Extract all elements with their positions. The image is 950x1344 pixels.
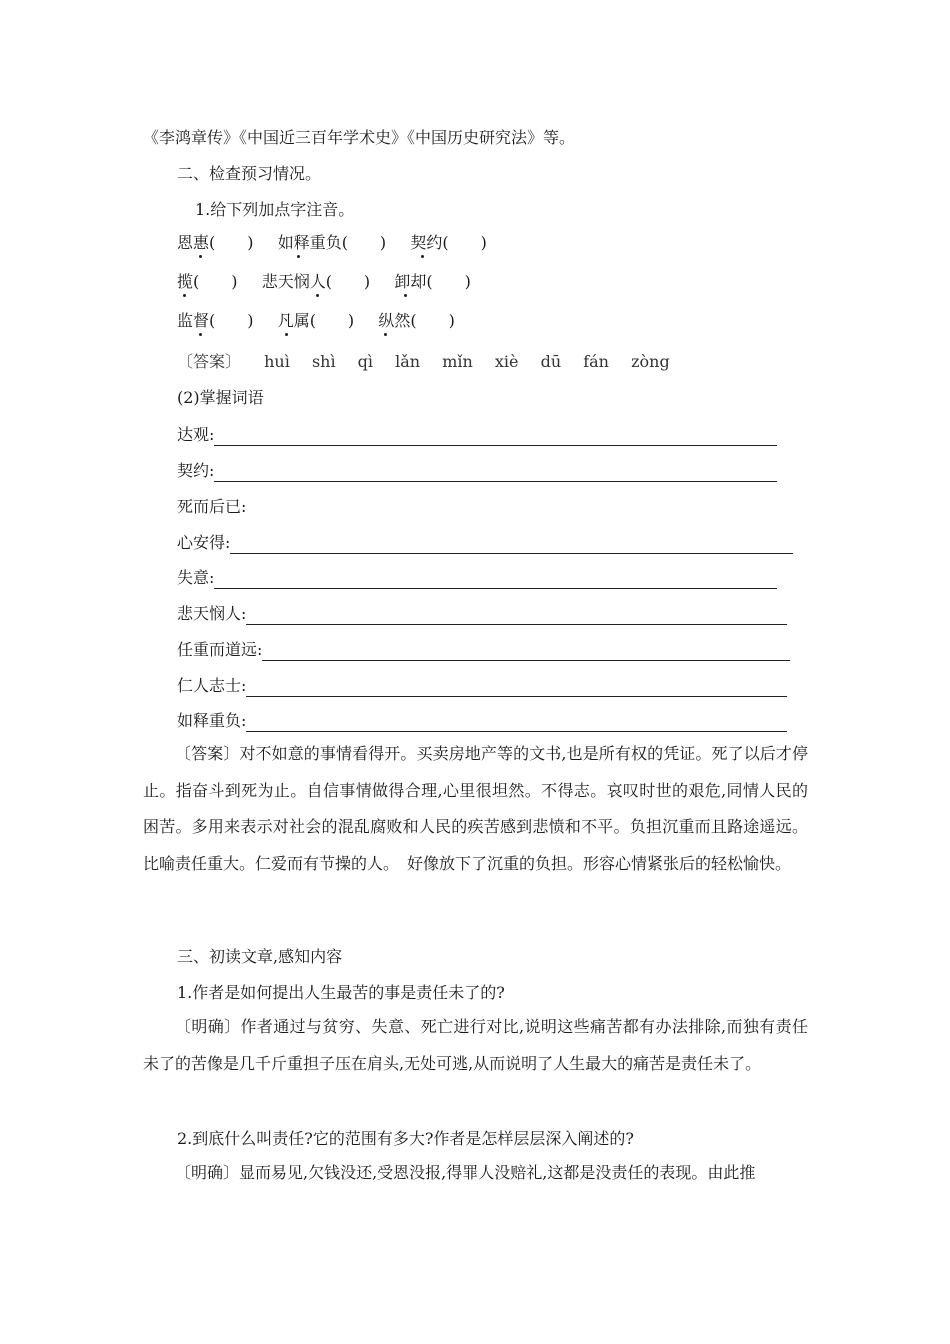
book-list-line: 《李鸿章传》《中国近三百年学术史》《中国历史研究法》等。: [143, 128, 576, 147]
answer-blank[interactable]: [214, 572, 777, 589]
pron-item: 揽( ): [177, 272, 238, 291]
vocab-term: 任重而道远:: [177, 640, 263, 659]
vocab-row: [177, 532, 793, 554]
pron-item: 监督( ): [177, 311, 254, 330]
vocab-term: 仁人志士:: [177, 676, 247, 695]
question-vocab: (2)掌握词语: [177, 388, 264, 407]
emphasis-dot: [199, 255, 202, 258]
vocab-row: [177, 710, 787, 732]
vocab-row: [177, 424, 777, 446]
emphasis-dot: [199, 333, 202, 336]
vocab-row: [177, 603, 787, 625]
answer-blank[interactable]: [246, 680, 787, 697]
pron-item: 悲天悯人( ): [261, 272, 371, 291]
section-title-first-reading: 三、初读文章,感知内容: [177, 947, 343, 966]
vocab-term: 死而后已:: [177, 497, 247, 516]
emphasis-dot: [183, 294, 186, 297]
pron-item: 契约( ): [410, 233, 487, 252]
vocab-term: 契约:: [177, 461, 215, 480]
pron-row-1: [177, 232, 487, 254]
vocab-row: [177, 496, 246, 518]
answer-label: 〔答案〕: [177, 352, 242, 371]
vocab-term: 达观:: [177, 425, 215, 444]
emphasis-dot: [316, 294, 319, 297]
vocab-term: 心安得:: [177, 533, 231, 552]
pinyin-item: dū: [540, 352, 562, 371]
answer-pinyin-line: [177, 351, 687, 373]
pinyin-list: [264, 352, 687, 371]
pinyin-item: shì: [311, 352, 336, 371]
emphasis-dot: [421, 255, 424, 258]
vocab-term: 如释重负:: [177, 711, 247, 730]
emphasis-dot: [404, 294, 407, 297]
question-pronunciation: 1.给下列加点字注音。: [195, 200, 355, 219]
question-2: 2.到底什么叫责任?它的范围有多大?作者是怎样层层深入阐述的?: [177, 1129, 635, 1148]
vocab-row: [177, 639, 790, 661]
answer-blank[interactable]: [230, 537, 793, 554]
pron-item: 凡属( ): [277, 311, 355, 330]
pinyin-item: huì: [264, 352, 290, 371]
emphasis-dot: [297, 255, 300, 258]
pinyin-item: lǎn: [395, 352, 421, 371]
vocab-row: [177, 675, 787, 697]
answer-blank[interactable]: [262, 644, 790, 661]
pinyin-item: mǐn: [442, 352, 473, 371]
pron-item: 恩惠( ): [177, 233, 254, 252]
vocab-term: 悲天悯人:: [177, 604, 247, 623]
vocab-row: [177, 567, 777, 589]
pron-item: 纵然( ): [378, 311, 455, 330]
pron-item: 卸却( ): [394, 272, 471, 291]
answer-blank[interactable]: [246, 608, 787, 625]
pinyin-item: zòng: [631, 352, 670, 371]
vocab-term: 失意:: [177, 568, 215, 587]
pron-row-3: [177, 310, 455, 332]
pron-item: 如释重负( ): [277, 233, 387, 252]
pinyin-item: fán: [583, 352, 609, 371]
question-1: 1.作者是如何提出人生最苦的事是责任未了的?: [177, 983, 505, 1002]
pron-row-2: [177, 271, 471, 293]
vocab-row: [177, 460, 777, 482]
section-title-check-preview: 二、检查预习情况。: [177, 164, 322, 183]
answer-2-paragraph: 〔明确〕显而易见,欠钱没还,受恩没报,得罪人没赔礼,这都是没责任的表现。由此推: [175, 1163, 756, 1182]
pinyin-item: xiè: [494, 352, 519, 371]
pinyin-item: qì: [357, 352, 374, 371]
emphasis-dot: [384, 333, 387, 336]
vocab-answer-paragraph: 〔答案〕对不如意的事情看得开。买卖房地产等的文书,也是所有权的凭证。死了以后才停止。指奋斗到死为止。自信事情做得合理,心里很坦然。不得志。哀叹时世的艰危,同情人民的困苦。多用来表示对社会的混乱腐败和人民的疾苦感到悲愤和不平。负担沉重而且路途遥远。比喻责任重大。仁爱而有节操的人。 好像放下了沉重的负担。形容心情紧张后的轻松愉快。: [143, 744, 808, 873]
answer-blank[interactable]: [214, 465, 777, 482]
answer-blank[interactable]: [246, 715, 787, 732]
answer-blank[interactable]: [214, 429, 777, 446]
emphasis-dot: [285, 333, 288, 336]
answer-1-paragraph: 〔明确〕作者通过与贫穷、失意、死亡进行对比,说明这些痛苦都有办法排除,而独有责任未了的苦像是几千斤重担子压在肩头,无处可逃,从而说明了人生最大的痛苦是责任未了。: [143, 1017, 808, 1073]
